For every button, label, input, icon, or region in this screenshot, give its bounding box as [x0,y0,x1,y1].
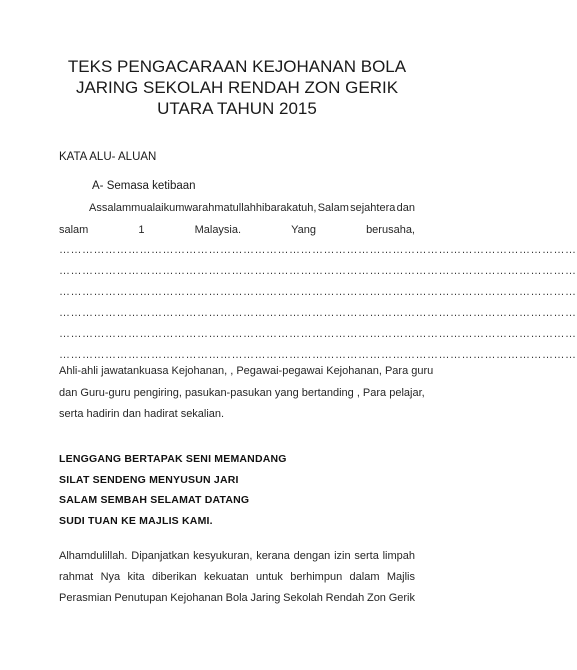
acknowledgement-line: Ahli-ahli jawatankuasa Kejohanan, , Pegawai-pegawai Kejohanan, Para guru [59,365,434,377]
greeting-line-2 [59,223,415,237]
acknowledgement-line: dan Guru-guru pengiring, pasukan-pasukan yang bertanding , Para pelajar, [59,387,425,399]
closing-word: serta [354,550,379,562]
closing-line [59,549,415,563]
closing-word: limpah [382,550,415,562]
subsection-heading: A- Semasa ketibaan [92,180,196,192]
title-line: JARING SEKOLAH RENDAH ZON GERIK [75,78,399,97]
closing-word: Majlis [386,571,415,583]
closing-word: untuk [255,571,283,583]
closing-word: berhimpun [290,571,343,583]
section-heading: KATA ALU- ALUAN [59,151,157,163]
closing-word: Gerik [388,592,415,604]
closing-word: Kejohanan [170,592,223,604]
pantun-line: SILAT SENDENG MENYUSUN JARI [59,474,239,486]
dotted-line: ……………………………………………………………………………………………………………………… [59,265,577,277]
acknowledgement-line: serta hadirin dan hadirat sekalian. [59,408,225,420]
greeting-word: 1 [138,224,145,236]
pantun-line: SUDI TUAN KE MAJLIS KAMI. [59,515,213,527]
closing-word: Sekolah [283,592,323,604]
closing-word: rahmat [59,571,94,583]
greeting-word: sejahtera [350,202,396,214]
title-line: TEKS PENGACARAAN KEJOHANAN BOLA [67,57,407,76]
greeting-word: berusaha, [366,224,415,236]
closing-word: Jaring [250,592,281,604]
closing-word: Dipanjatkan [131,550,190,562]
closing-word: Bola [225,592,248,604]
closing-word: Nya [100,571,121,583]
closing-line [59,591,415,605]
closing-word: diberikan [151,571,197,583]
closing-word: kekuatan [203,571,249,583]
dotted-line: ……………………………………………………………………………………………………………………… [59,244,577,256]
greeting-word: dan [396,202,415,214]
closing-line [59,570,415,584]
pantun-line: SALAM SEMBAH SELAMAT DATANG [59,494,250,506]
closing-word: Alhamdulillah. [59,550,128,562]
closing-word: izin [334,550,351,562]
dotted-line: ……………………………………………………………………………………………………………………… [59,349,577,361]
closing-word: dalam [349,571,380,583]
closing-word: Perasmian [59,592,112,604]
closing-word: Penutupan [114,592,168,604]
document-title [40,56,434,119]
greeting-word: salam [59,224,89,236]
greeting-word: Salam [317,202,349,214]
closing-word: dengan [293,550,331,562]
pantun-line: LENGGANG BERTAPAK SENI MEMANDANG [59,453,287,465]
closing-word: kerana [256,550,290,562]
dotted-line: ……………………………………………………………………………………………………………………… [59,286,577,298]
greeting-line-1 [89,201,415,215]
title-line: UTARA TAHUN 2015 [157,99,317,118]
closing-word: kita [127,571,145,583]
closing-word: Zon [366,592,386,604]
closing-word: kesyukuran, [193,550,253,562]
dotted-line: ……………………………………………………………………………………………………………………… [59,307,577,319]
closing-word: Rendah [325,592,365,604]
greeting-word: Malaysia. [194,224,242,236]
greeting-word: Assalammualaikumwarahmatullahhibarakatuh, [89,202,317,214]
dotted-line: ……………………………………………………………………………………………………………………… [59,328,577,340]
greeting-word: Yang [291,224,316,236]
